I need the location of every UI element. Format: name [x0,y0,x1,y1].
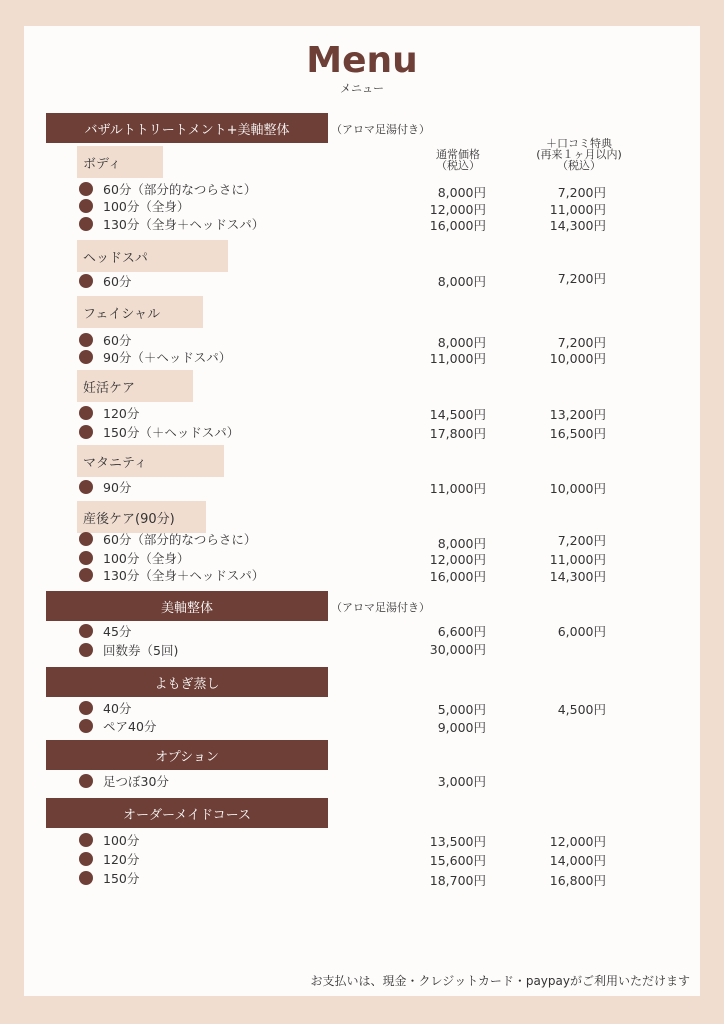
item-name: 130分（全身＋ヘッドスパ） [103,568,265,583]
section-biseitai-note: （アロマ足湯付き） [331,601,430,614]
review-price: 7,200円 [557,271,606,286]
regular-price: 6,600円 [437,624,486,639]
bullet-icon [79,274,93,288]
bullet-icon [79,199,93,213]
list-item [79,530,256,548]
regular-price-header-line: （税込） [436,159,480,172]
subsection-maternity: マタニティ [77,445,224,477]
list-item [79,478,131,496]
regular-price: 8,000円 [437,185,486,200]
regular-price: 16,000円 [429,569,486,584]
item-name: 100分 [103,833,140,848]
regular-price: 8,000円 [437,536,486,551]
list-item [79,717,156,735]
list-item [79,423,239,441]
item-name: 150分（＋ヘッドスパ） [103,425,240,440]
list-item [79,850,139,868]
regular-price: 14,500円 [429,407,486,422]
item-name: 120分 [103,406,140,421]
bullet-icon [79,643,93,657]
item-name: 60分（部分的なつらさに） [103,532,257,547]
list-item [79,641,178,659]
review-price-header [524,138,634,171]
regular-price: 5,000円 [437,702,486,717]
review-price-header-line: ＋口コミ特典 [546,137,612,150]
review-price: 7,200円 [557,185,606,200]
regular-price: 13,500円 [429,834,486,849]
list-item [79,348,231,366]
item-name: 足つぼ30分 [103,774,169,789]
section-biseitai: 美軸整体 [46,591,328,621]
review-price: 11,000円 [549,552,606,567]
item-name: 130分（全身＋ヘッドスパ） [103,217,265,232]
bullet-icon [79,701,93,715]
bullet-icon [79,532,93,546]
payment-footer: お支払いは、現金・クレジットカード・paypayがご利用いただけます [310,974,690,988]
bullet-icon [79,480,93,494]
list-item [79,404,139,422]
item-name: 100分（全身） [103,551,190,566]
section-basalt: バザルトトリートメント+美軸整体 [46,113,328,143]
regular-price: 9,000円 [437,720,486,735]
bullet-icon [79,551,93,565]
regular-price-header-line: 通常価格 [436,148,480,161]
bullet-icon [79,182,93,196]
regular-price: 12,000円 [429,552,486,567]
review-price: 11,000円 [549,202,606,217]
regular-price: 16,000円 [429,218,486,233]
list-item [79,566,264,584]
list-item [79,869,139,887]
bullet-icon [79,774,93,788]
list-item [79,831,139,849]
bullet-icon [79,350,93,364]
regular-price: 30,000円 [429,642,486,657]
section-order: オーダーメイドコース [46,798,328,828]
regular-price: 17,800円 [429,426,486,441]
subsection-body: ボディ [77,146,163,178]
regular-price: 8,000円 [437,335,486,350]
review-price: 7,200円 [557,533,606,548]
item-name: 90分 [103,480,132,495]
item-name: ペア40分 [103,719,157,734]
subsection-sango: 産後ケア(90分) [77,501,206,533]
bullet-icon [79,719,93,733]
regular-price: 15,600円 [429,853,486,868]
list-item [79,180,256,198]
regular-price: 11,000円 [429,351,486,366]
bullet-icon [79,217,93,231]
regular-price: 18,700円 [429,873,486,888]
review-price: 6,000円 [557,624,606,639]
list-item [79,772,169,790]
bullet-icon [79,624,93,638]
regular-price: 3,000円 [437,774,486,789]
list-item [79,699,131,717]
bullet-icon [79,406,93,420]
item-name: 90分（＋ヘッドスパ） [103,350,232,365]
item-name: 40分 [103,701,132,716]
review-price: 16,800円 [549,873,606,888]
section-option: オプション [46,740,328,770]
page-title: Menu [306,40,418,81]
review-price: 16,500円 [549,426,606,441]
review-price: 14,000円 [549,853,606,868]
bullet-icon [79,333,93,347]
review-price-header-line: (再来１ヶ月以内) [536,148,622,161]
item-name: 60分（部分的なつらさに） [103,182,257,197]
regular-price: 11,000円 [429,481,486,496]
bullet-icon [79,833,93,847]
list-item [79,197,189,215]
item-name: 回数券（5回) [103,643,179,658]
review-price: 12,000円 [549,834,606,849]
menu-page [24,26,700,996]
item-name: 100分（全身） [103,199,190,214]
list-item [79,272,131,290]
item-name: 45分 [103,624,132,639]
list-item [79,331,131,349]
item-name: 60分 [103,274,132,289]
subsection-ninkatsu: 妊活ケア [77,370,193,402]
subsection-facial: フェイシャル [77,296,203,328]
list-item [79,215,264,233]
review-price: 14,300円 [549,569,606,584]
section-yomogi: よもぎ蒸し [46,667,328,697]
regular-price-header [418,149,498,171]
page-subtitle: メニュー [340,82,384,95]
regular-price: 8,000円 [437,274,486,289]
item-name: 120分 [103,852,140,867]
review-price: 10,000円 [549,481,606,496]
bullet-icon [79,871,93,885]
bullet-icon [79,568,93,582]
list-item [79,549,189,567]
item-name: 60分 [103,333,132,348]
section-basalt-note: （アロマ足湯付き） [331,123,430,136]
review-price: 13,200円 [549,407,606,422]
subsection-headspa: ヘッドスパ [77,240,228,272]
regular-price: 12,000円 [429,202,486,217]
review-price-header-line: （税込） [557,159,601,172]
review-price: 10,000円 [549,351,606,366]
review-price: 4,500円 [557,702,606,717]
bullet-icon [79,852,93,866]
item-name: 150分 [103,871,140,886]
bullet-icon [79,425,93,439]
list-item [79,622,131,640]
review-price: 7,200円 [557,335,606,350]
review-price: 14,300円 [549,218,606,233]
